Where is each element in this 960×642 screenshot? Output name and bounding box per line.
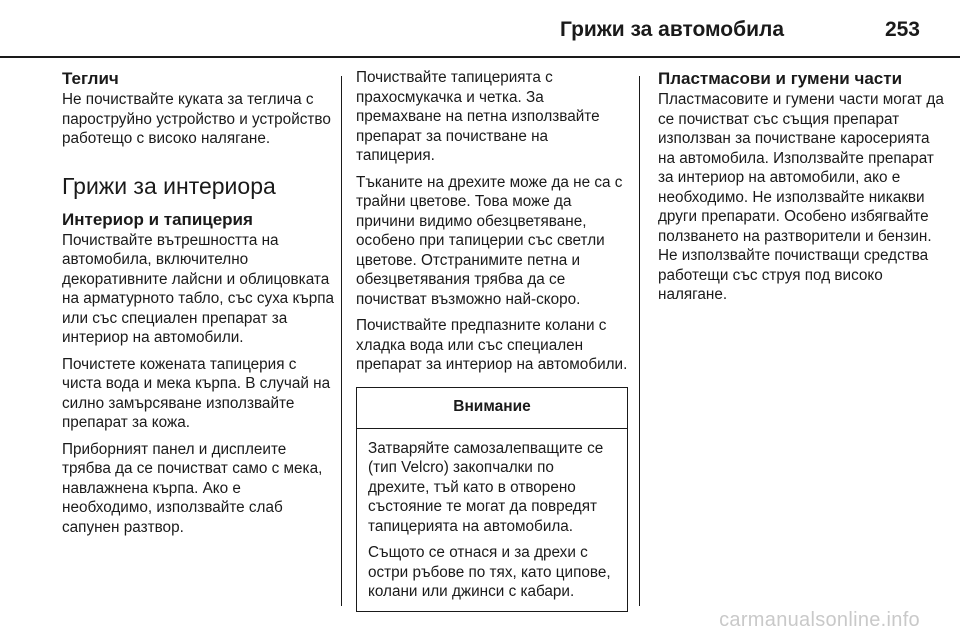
header-title: Грижи за автомобила [560,18,785,41]
column-left [62,68,334,606]
paragraph: Почистете кожената тапицерия с чиста вода и мека кърпа. В случай на силно замърсяване използвайте препарат за кожа. [62,355,331,431]
warning-title: Внимание [357,388,627,429]
heading-plastic-rubber-parts: Пластмасови и гумени части [658,69,903,88]
section-title: Грижи за интериора [62,172,276,199]
heading-interior-upholstery: Интериор и тапицерия [62,209,253,229]
paragraph: Не почиствайте куката за теглича с пароструйно устройство и устройство работещо с високо налягане. [62,91,331,147]
paragraph: Пластмасовите и гумени части могат да се почистват със същия препарат използван за почистване каросерията на автомобила. Използвайте препарат за интериор на автомобили, ако е необходимо. Не използвайте никакви други препарати. Особено избягвайте ползването на разтворители и бензин. Не използвайте почистващи средства работещи със струя под високо налягане. [658,91,944,303]
paragraph: Приборният панел и дисплеите трябва да се почистват само с мека, навлажнена кърпа. Ако е необходимо, използвайте слаб сапунен разтвор. [62,440,323,536]
paragraph: Почиствайте предпазните колани с хладка вода или със специален препарат за интериор на автомобили. [356,317,628,373]
paragraph: Същото се отнася и за дрехи с остри ръбове по тях, като ципове, колани или джинси с кабари. [368,544,611,600]
paragraph: Почиствайте тапицерията с прахосмукачка и четка. За премахване на петна използвайте препарат за почистване на тапицерия. [356,69,600,164]
paragraph: Тъканите на дрехите може да не са с трайни цветове. Това може да причини видимо обезцветяване, особено при тапицерии със светли цветове. Отстранимите петна и обезцветявания трябва да се почистват възможно най-скоро. [356,173,623,308]
paragraph: Почиствайте вътрешността на автомобила, включително декоративните лайсни и облицовката на арматурното табло, със суха кърпа или със специален препарат за интериор на автомобили. [62,231,334,346]
warning-body [357,429,627,611]
heading-towbar: Теглич [62,69,119,88]
page-number: 253 [884,18,920,41]
column-middle [356,68,628,606]
column-divider [341,76,342,606]
column-divider [639,76,640,606]
column-right [658,68,946,606]
header-rule [0,56,960,58]
watermark: carmanualsonline.info [719,609,920,631]
paragraph: Затваряйте самозалепващите се (тип Velcro) закопчалки по дрехите, тъй като в отворено състояние те могат да повредят тапицерията на автомобила. [368,439,604,535]
warning-box [356,387,628,612]
